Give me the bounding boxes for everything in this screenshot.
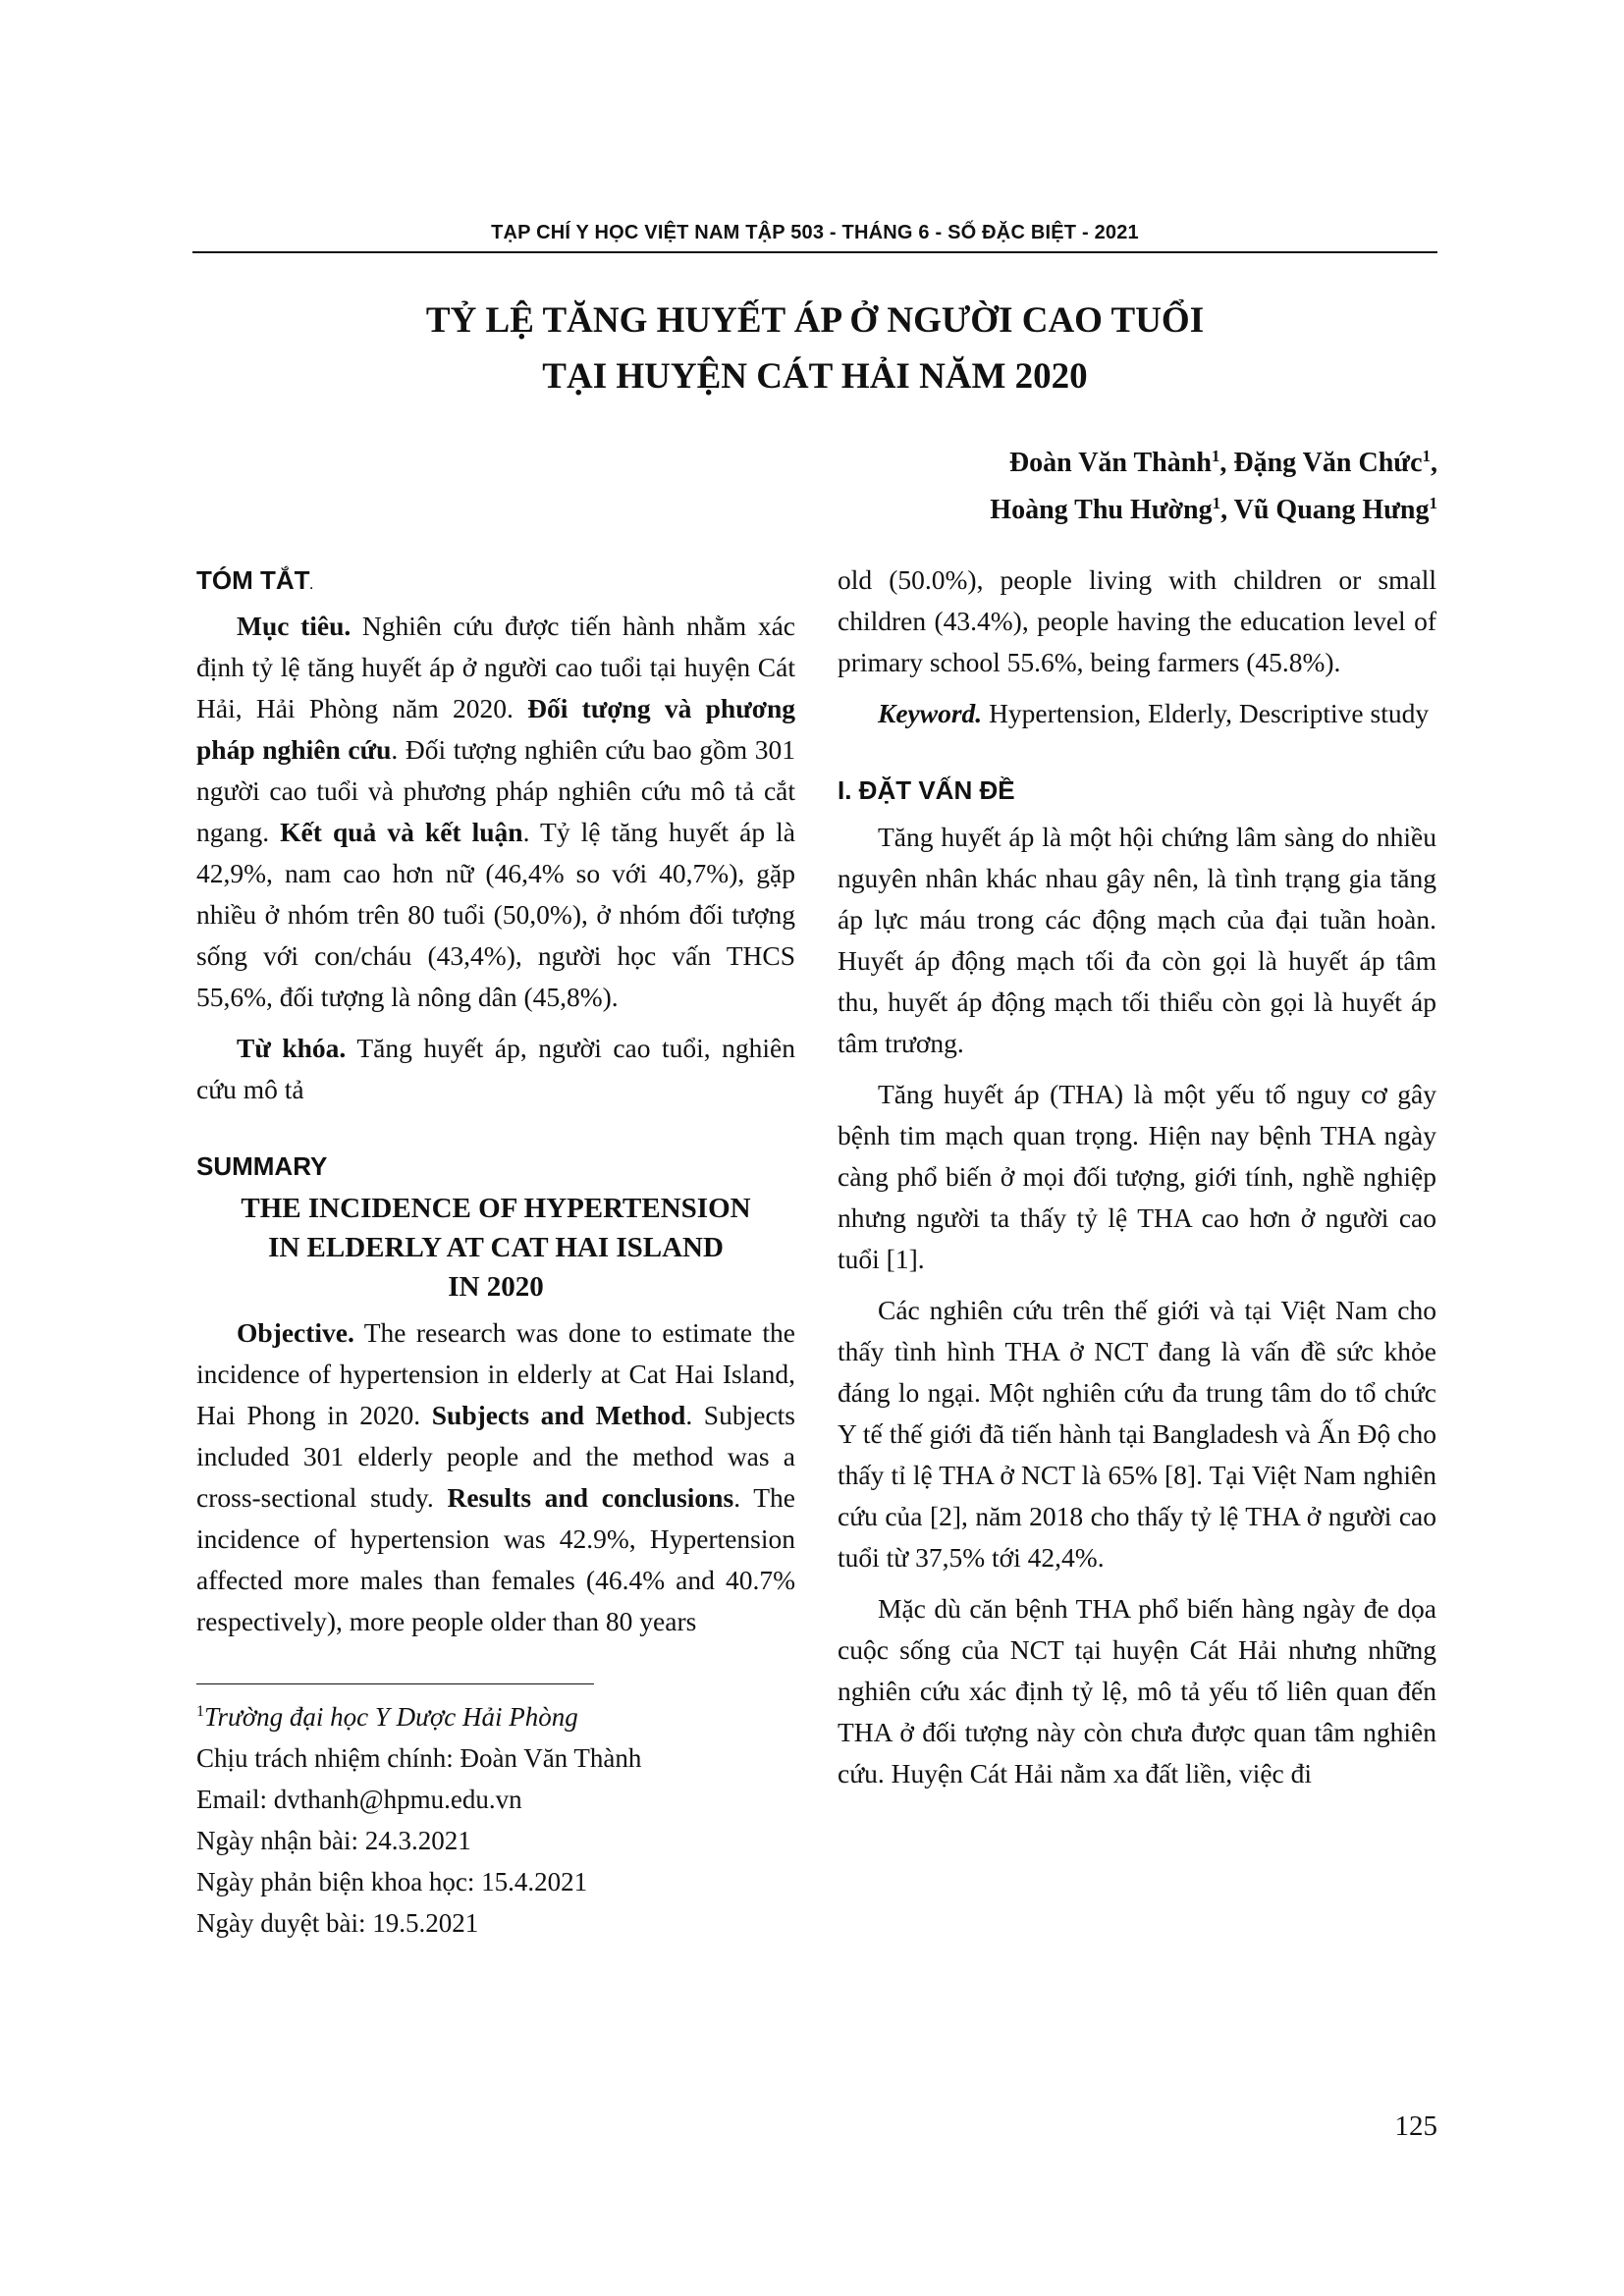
author-separator: , xyxy=(1431,448,1437,478)
footnote-accepted: Ngày duyệt bài: 19.5.2021 xyxy=(196,1908,479,1938)
summary-title-line-2: IN ELDERLY AT CAT HAI ISLAND xyxy=(268,1232,724,1263)
footnote-rule xyxy=(196,1683,594,1684)
abstract-vi-body xyxy=(196,606,795,1018)
summary-title-line-3: IN 2020 xyxy=(448,1271,544,1303)
footnote-reviewed: Ngày phản biện khoa học: 15.4.2021 xyxy=(196,1867,588,1896)
left-column xyxy=(196,560,795,1944)
author-list xyxy=(990,440,1437,534)
subjects-label-en: Subjects and Method xyxy=(431,1400,686,1430)
author-separator: , xyxy=(1219,448,1234,478)
objective-label-en: Objective. xyxy=(237,1317,354,1348)
summary-continuation: old (50.0%), people living with children or small children (43.4%), people having the education level of primary school 55.6%, being farmers (45.8%). xyxy=(838,564,1436,677)
author-affiliation-mark: 1 xyxy=(1212,494,1221,512)
author-affiliation-mark: 1 xyxy=(1211,447,1220,465)
summary-title xyxy=(196,1189,795,1307)
author-separator: , xyxy=(1220,495,1234,525)
keywords-text: Tăng huyết áp, người cao tuổi, nghiên cứu mô tả xyxy=(196,1033,795,1104)
author-name: Vũ Quang Hưng xyxy=(1233,495,1430,525)
header-rule xyxy=(192,251,1437,253)
author-line-2 xyxy=(990,487,1437,534)
objective-text: Nghiên cứu được tiến hành nhằm xác định tỷ lệ tăng huyết áp ở người cao tuổi tại huyện Cát Hải, Hải Phòng năm 2020. xyxy=(196,611,795,723)
intro-paragraph-2: Tăng huyết áp (THA) là một yếu tố nguy cơ gây bệnh tim mạch quan trọng. Hiện nay bệnh THA ngày càng phổ biến ở mọi đối tượng, giới tính, nghề nghiệp nhưng người ta thấy tỷ lệ THA cao hơn ở người cao tuổi [1]. xyxy=(838,1079,1436,1274)
objective-text-en: The research was done to estimate the incidence of hypertension in elderly at Cat Hai Island, Hai Phong in 2020. xyxy=(196,1317,795,1430)
right-column xyxy=(838,560,1436,1794)
footnote-affiliation-text: Trường đại học Y Dược Hải Phòng xyxy=(204,1702,578,1732)
footnote-affiliation xyxy=(196,1696,795,1737)
summary-title-line-1: THE INCIDENCE OF HYPERTENSION xyxy=(241,1193,751,1224)
keywords-vi xyxy=(196,1028,795,1110)
summary-en-body xyxy=(196,1312,795,1642)
keywords-label: Từ khóa. xyxy=(237,1033,347,1063)
results-label: Kết quả và kết luận xyxy=(280,817,523,847)
objective-label: Mục tiêu. xyxy=(237,611,352,641)
footnote-responsible: Chịu trách nhiệm chính: Đoàn Văn Thành xyxy=(196,1743,642,1773)
subjects-text: . Đối tượng nghiên cứu bao gồm 301 người cao tuổi và phương pháp nghiên cứu mô tả cắt ngang. xyxy=(196,734,796,847)
author-line-1 xyxy=(990,440,1437,487)
intro-paragraph-3: Các nghiên cứu trên thế giới và tại Việt Nam cho thấy tình hình THA ở NCT đang là vấn đề sức khỏe đáng lo ngại. Một nghiên cứu đa trung tâm do tổ chức Y tế thế giới đã tiến hành tại Bangladesh và Ấn Độ cho thấy tỉ lệ THA ở NCT là 65% [8]. Tại Việt Nam nghiên cứu của [2], năm 2018 cho thấy tỷ lệ THA ở người cao tuổi từ 37,5% tới 42,4%. xyxy=(838,1295,1436,1573)
journal-running-header: TẠP CHÍ Y HỌC VIỆT NAM TẬP 503 - THÁNG 6 - SỐ ĐẶC BIỆT - 2021 xyxy=(491,222,1139,243)
title-line-1: TỶ LỆ TĂNG HUYẾT ÁP Ở NGƯỜI CAO TUỔI xyxy=(425,300,1205,341)
footnote-email: Email: dvthanh@hpmu.edu.vn xyxy=(196,1785,522,1814)
results-text-en: . The incidence of hypertension was 42.9%, Hypertension affected more males than females (46.4% and 40.7% respectively), more people older than 80 years xyxy=(196,1482,795,1636)
author-name: Hoàng Thu Hường xyxy=(990,495,1213,525)
author-affiliation-mark: 1 xyxy=(1422,447,1431,465)
author-name: Đoàn Văn Thành xyxy=(1008,448,1212,478)
author-affiliation-mark: 1 xyxy=(1429,494,1437,512)
subjects-text-en: . Subjects included 301 elderly people and the method was a cross-sectional study. xyxy=(196,1400,795,1513)
page-number: 125 xyxy=(1394,2110,1437,2142)
results-text: . Tỷ lệ tăng huyết áp là 42,9%, nam cao hơn nữ (46,4% so với 40,7%), gặp nhiều ở nhóm trên 80 tuổi (50,0%), ở nhóm đối tượng sống với con/cháu (43,4%), người học vấn THCS 55,6%, đối tượng là nông dân (45,8%). xyxy=(196,817,795,1012)
intro-paragraph-4: Mặc dù căn bệnh THA phổ biến hàng ngày đe dọa cuộc sống của NCT tại huyện Cát Hải nhưng những nghiên cứu xác định tỷ lệ, mô tả yếu tố liên quan đến THA ở đối tượng này còn chưa được quan tâm nghiên cứu. Huyện Cát Hải nằm xa đất liền, việc đi xyxy=(838,1593,1436,1789)
abstract-heading xyxy=(196,560,795,606)
footnote-affiliation-mark: 1 xyxy=(196,1703,204,1720)
summary-heading: SUMMARY xyxy=(196,1151,328,1181)
title-line-2: TẠI HUYỆN CÁT HẢI NĂM 2020 xyxy=(542,356,1088,397)
abstract-heading-text: TÓM TẮT xyxy=(196,565,310,595)
intro-paragraph-1: Tăng huyết áp là một hội chứng lâm sàng do nhiều nguyên nhân khác nhau gây nên, là tình trạng gia tăng áp lực máu trong các động mạch của đại tuần hoàn. Huyết áp động mạch tối đa còn gọi là huyết áp tâm thu, huyết áp động mạch tối thiểu còn gọi là huyết áp tâm trương. xyxy=(838,822,1436,1058)
keywords-en xyxy=(838,693,1436,734)
abstract-heading-dot: . xyxy=(309,578,313,592)
article-title xyxy=(192,293,1437,404)
keyword-text-en: Hypertension, Elderly, Descriptive study xyxy=(982,698,1430,728)
subjects-label: Đối tượng và phương pháp nghiên cứu xyxy=(196,693,795,765)
keyword-label-en: Keyword. xyxy=(878,698,983,728)
footnote-received: Ngày nhận bài: 24.3.2021 xyxy=(196,1826,471,1855)
author-name: Đặng Văn Chức xyxy=(1233,448,1423,478)
results-label-en: Results and conclusions xyxy=(447,1482,734,1513)
section-1-heading: I. ĐẶT VẤN ĐỀ xyxy=(838,775,1015,805)
